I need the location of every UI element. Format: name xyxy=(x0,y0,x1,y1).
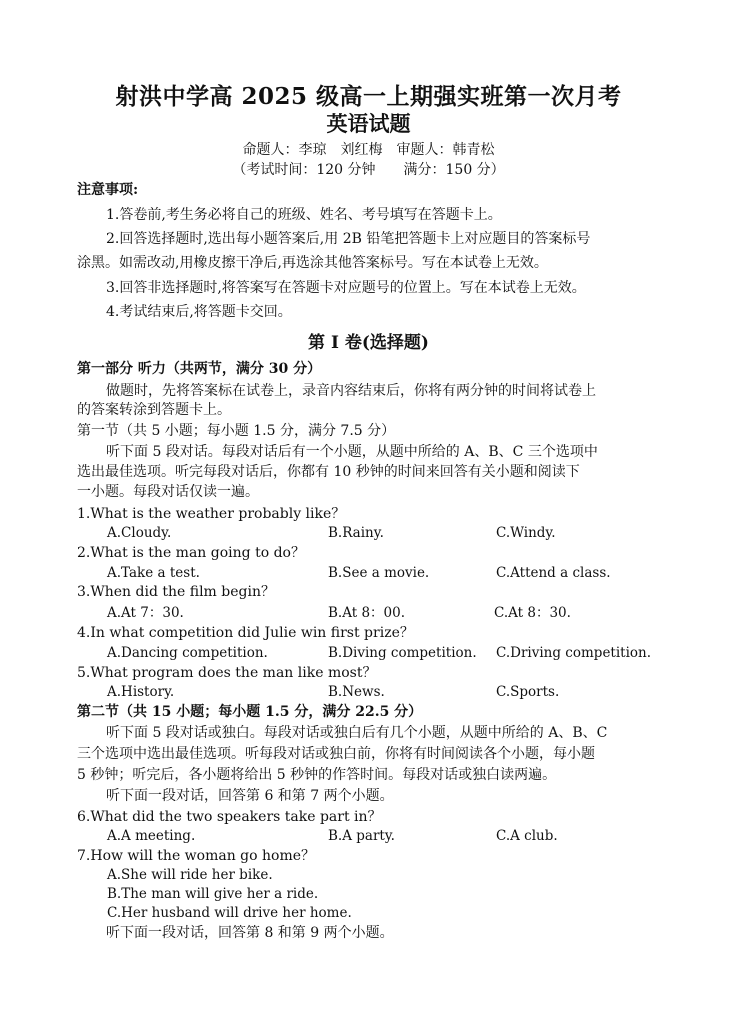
question-7: 7.How will the woman go home？ xyxy=(77,848,316,864)
time-score-line: （考试时间：120 分钟 满分：150 分） xyxy=(232,162,505,178)
section2-heading: 第二节（共 15 小题；每小题 1.5 分，满分 22.5 分） xyxy=(77,704,423,720)
option-a: A.A meeting. xyxy=(107,828,196,844)
listen-prompt: 听下面一段对话，回答第 6 和第 7 两个小题。 xyxy=(106,788,394,804)
option-a: A.History. xyxy=(107,684,175,700)
question-2: 2.What is the man going to do？ xyxy=(77,545,305,561)
section2-instruction: 三个选项中选出最佳选项。听每段对话或独白前，你将有时间阅读各个小题，每小题 xyxy=(77,746,595,762)
notice-item: 4.考试结束后,将答题卡交回。 xyxy=(106,304,292,320)
option-c: C.Sports. xyxy=(496,684,560,700)
option-b: B.At 8：00. xyxy=(328,605,405,621)
section1-instruction: 听下面 5 段对话。每段对话后有一个小题，从题中所给的 A、B、C 三个选项中 xyxy=(106,444,598,460)
option-b: B.The man will give her a ride. xyxy=(107,886,319,902)
part1-instruction: 的答案转涂到答题卡上。 xyxy=(77,402,231,418)
notice-item: 2.回答选择题时,选出每小题答案后,用 2B 铅笔把答题卡上对应题目的答案标号 xyxy=(106,231,591,247)
option-c: C.Her husband will drive her home. xyxy=(107,905,352,921)
question-3: 3.When did the film begin？ xyxy=(77,584,275,600)
option-c: C.Driving competition. xyxy=(496,645,652,661)
section2-instruction: 5 秒钟；听完后，各小题将给出 5 秒钟的作答时间。每段对话或独白读两遍。 xyxy=(77,767,557,783)
part1-instruction: 做题时，先将答案标在试卷上，录音内容结束后，你将有两分钟的时间将试卷上 xyxy=(106,383,596,399)
option-b: B.Rainy. xyxy=(328,525,384,541)
exam-title: 射洪中学高 2025 级高一上期强实班第一次月考 xyxy=(115,83,622,110)
question-4: 4.In what competition did Julie win first prize？ xyxy=(77,625,414,641)
section2-instruction: 听下面 5 段对话或独白。每段对话或独白后有几个小题，从题中所给的 A、B、C xyxy=(106,725,608,741)
option-c: C.Windy. xyxy=(496,525,556,541)
notice-item: 涂黑。如需改动,用橡皮擦干净后,再选涂其他答案标号。写在本试卷上无效。 xyxy=(77,255,548,271)
option-c: C.At 8：30. xyxy=(494,605,571,621)
option-b: B.A party. xyxy=(328,828,395,844)
option-b: B.See a movie. xyxy=(328,565,430,581)
authors-line: 命题人：李琼 刘红梅 审题人：韩青松 xyxy=(242,142,495,158)
listen-prompt: 听下面一段对话，回答第 8 和第 9 两个小题。 xyxy=(106,925,394,941)
option-a: A.Dancing competition. xyxy=(107,645,268,661)
question-1: 1.What is the weather probably like？ xyxy=(77,506,346,522)
volume-title: 第 I 卷(选择题) xyxy=(308,333,429,353)
notice-item: 1.答卷前,考生务必将自己的班级、姓名、考号填写在答题卡上。 xyxy=(106,207,502,223)
exam-subtitle: 英语试题 xyxy=(326,111,411,136)
question-5: 5.What program does the man like most？ xyxy=(77,665,377,681)
notice-heading: 注意事项: xyxy=(77,182,139,198)
option-c: C.Attend a class. xyxy=(496,565,611,581)
option-a: A.At 7：30. xyxy=(107,605,184,621)
option-b: B.News. xyxy=(328,684,385,700)
section1-instruction: 选出最佳选项。听完每段对话后，你都有 10 秒钟的时间来回答有关小题和阅读下 xyxy=(77,464,580,480)
option-b: B.Diving competition. xyxy=(328,645,477,661)
notice-item: 3.回答非选择题时,将答案写在答题卡对应题号的位置上。写在本试卷上无效。 xyxy=(106,280,586,296)
section1-instruction: 一小题。每段对话仅读一遍。 xyxy=(77,484,259,500)
part1-heading: 第一部分 听力（共两节，满分 30 分） xyxy=(77,361,322,377)
option-a: A.Cloudy. xyxy=(107,525,172,541)
section1-heading: 第一节（共 5 小题；每小题 1.5 分，满分 7.5 分） xyxy=(77,423,396,439)
question-6: 6.What did the two speakers take part in？ xyxy=(77,809,382,825)
option-c: C.A club. xyxy=(496,828,558,844)
option-a: A.She will ride her bike. xyxy=(107,867,273,883)
option-a: A.Take a test. xyxy=(107,565,200,581)
